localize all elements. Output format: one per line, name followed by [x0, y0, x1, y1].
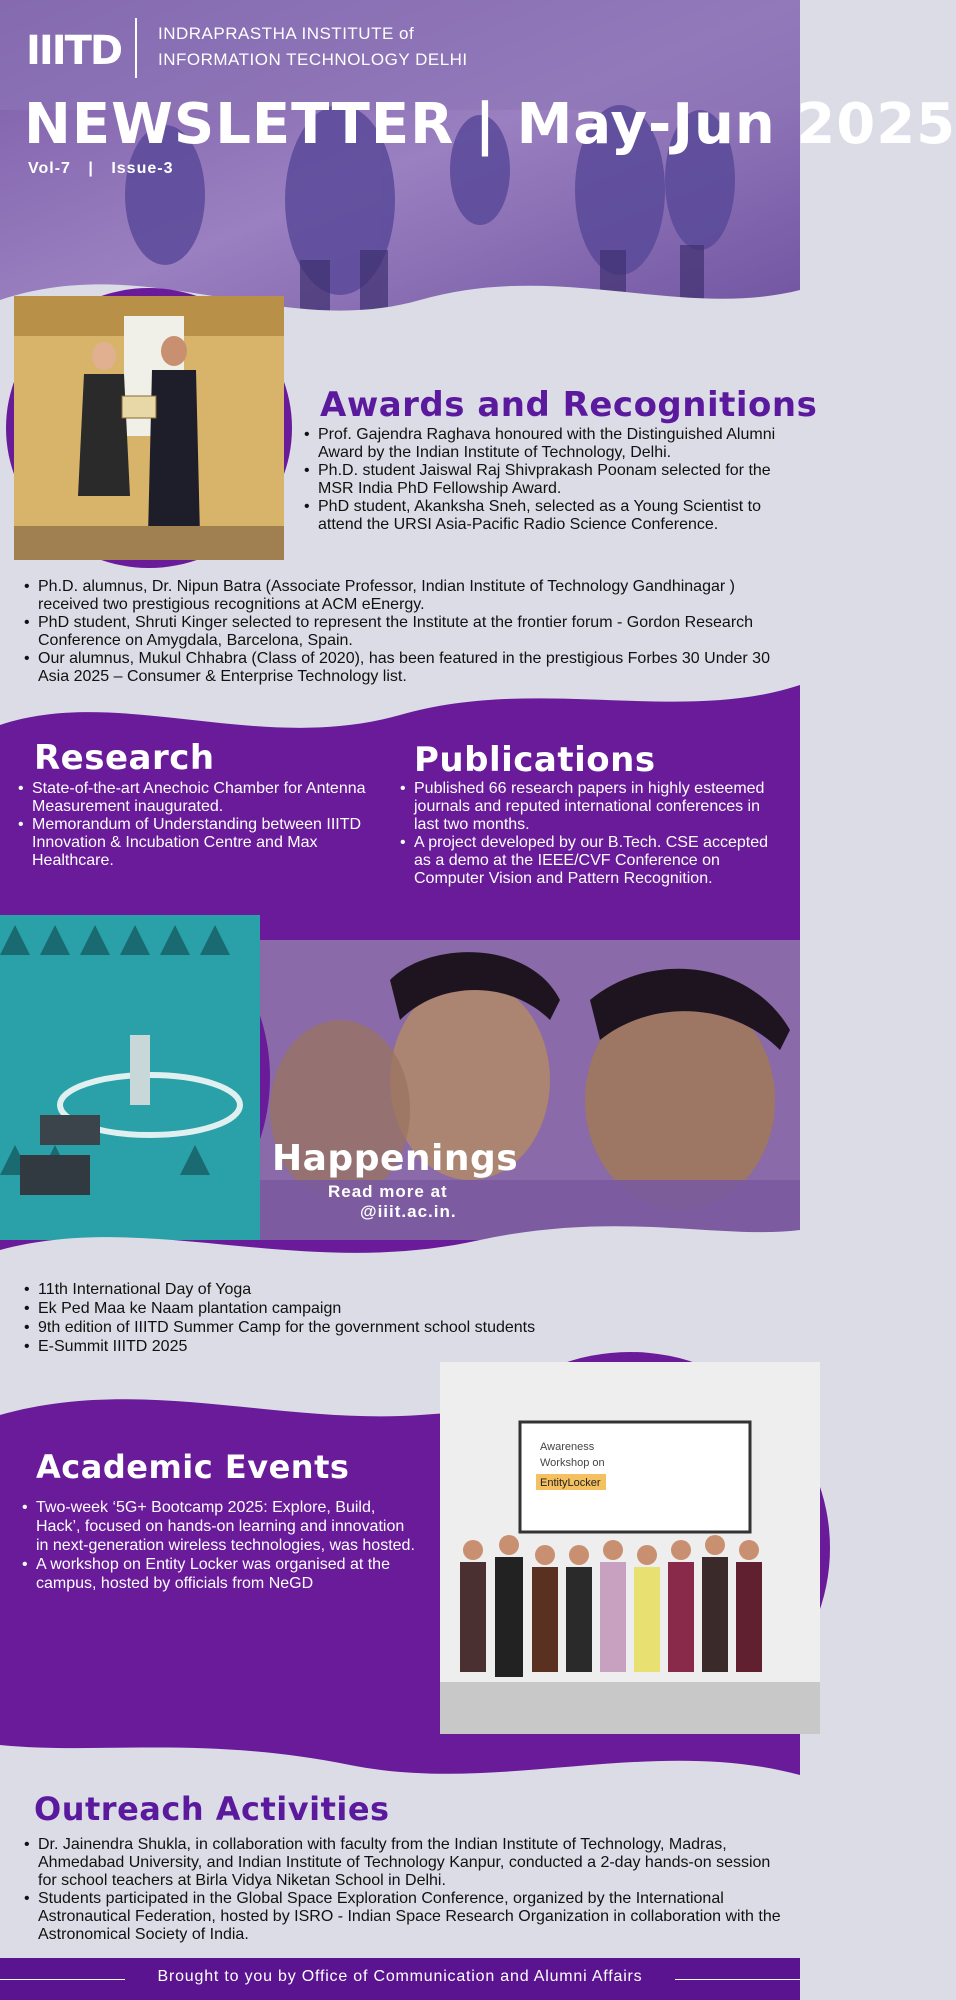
- volume-label: Vol-7: [28, 160, 71, 177]
- hero-banner: [0, 0, 956, 330]
- list-item: • PhD student, Akanksha Sneh, selected as a Young Scientist to attend the URSI Asia-Pacific Radio Science Conference.: [302, 498, 782, 534]
- volume-separator: |: [88, 160, 94, 177]
- research-title: Research: [34, 738, 215, 778]
- students-image: [230, 940, 800, 1240]
- happenings-photo: [230, 940, 800, 1240]
- list-item: • Published 66 research papers in highly esteemed journals and reputed international conferences in last two months.: [398, 780, 778, 834]
- institute-name-line2: INFORMATION TECHNOLOGY DELHI: [158, 50, 468, 69]
- list-item: • A project developed by our B.Tech. CSE accepted as a demo at the IEEE/CVF Conference on Computer Vision and Pattern Recognition.: [398, 834, 778, 888]
- list-item: • Ek Ped Maa ke Naam plantation campaign: [22, 1299, 622, 1318]
- outreach-title: Outreach Activities: [34, 1790, 390, 1828]
- list-item: • 11th International Day of Yoga: [22, 1280, 622, 1299]
- list-item: • A workshop on Entity Locker was organised at the campus, hosted by officials from NeGD: [20, 1555, 420, 1593]
- screen-text-workshop: Workshop on: [540, 1457, 605, 1469]
- happenings-title: Happenings: [272, 1138, 519, 1179]
- volume-issue: [28, 160, 173, 178]
- publications-list: [398, 780, 778, 888]
- list-item: • Two-week ‘5G+ Bootcamp 2025: Explore, Build, Hack’, focused on hands-on learning and innovation in next-generation wireless technologies, was hosted.: [20, 1498, 420, 1555]
- list-item: • Students participated in the Global Space Exploration Conference, organized by the International Astronautical Federation, hosted by ISRO - Indian Space Research Organization in collaboration with the Astronomical Society of India.: [22, 1890, 782, 1944]
- award-ceremony-image: [14, 296, 284, 560]
- award-photo: [6, 288, 292, 568]
- list-item: • PhD student, Shruti Kinger selected to represent the Institute at the frontier forum - Gordon Research Conference on Amygdala, Barcelona, Spain.: [22, 614, 782, 650]
- happenings-list: [22, 1280, 622, 1356]
- list-item: • Memorandum of Understanding between IIITD Innovation & Incubation Centre and Max Healthcare.: [16, 816, 376, 870]
- list-item: • Dr. Jainendra Shukla, in collaboration with faculty from the Indian Institute of Technology, Madras, Ahmedabad University, and Indian Institute of Technology Kanpur, conducted a 2-day hands-on session for school teachers at Birla Vidya Niketan School in Delhi.: [22, 1836, 782, 1890]
- list-item: • Prof. Gajendra Raghava honoured with the Distinguished Alumni Award by the Indian Institute of Technology, Delhi.: [302, 426, 782, 462]
- issue-label: Issue-3: [111, 160, 174, 177]
- footer-bar: [0, 1958, 800, 2000]
- light-wave-divider: [0, 1210, 800, 1290]
- chamber-image: [0, 915, 260, 1240]
- footer-text: Brought to you by Office of Communication and Alumni Affairs: [157, 1968, 643, 1985]
- research-list: [16, 780, 376, 870]
- iiitd-logo: IIITD: [26, 28, 122, 74]
- screen-text-awareness: Awareness: [540, 1441, 595, 1453]
- list-item: • Ph.D. alumnus, Dr. Nipun Batra (Associate Professor, Indian Institute of Technology Gandhinagar ) received two prestigious recognitions at ACM eEnergy.: [22, 578, 782, 614]
- newsletter-title: NEWSLETTER | May-Jun 2025: [24, 92, 956, 157]
- awards-list-right: [302, 426, 782, 534]
- awards-title: Awards and Recognitions: [320, 385, 818, 425]
- workshop-group-image: [440, 1362, 820, 1734]
- academic-events-list: [20, 1498, 420, 1593]
- publications-title: Publications: [414, 740, 656, 780]
- list-item: • State-of-the-art Anechoic Chamber for Antenna Measurement inaugurated.: [16, 780, 376, 816]
- list-item: • 9th edition of IIITD Summer Camp for the government school students: [22, 1318, 622, 1337]
- screen-text-entitylocker: EntityLocker: [540, 1477, 601, 1489]
- workshop-photo: [430, 1352, 830, 1744]
- outreach-list: [22, 1836, 782, 1944]
- read-more-label: Read more at: [328, 1182, 448, 1201]
- list-item: • Our alumnus, Mukul Chhabra (Class of 2020), has been featured in the prestigious Forbes 30 Under 30 Asia 2025 – Consumer & Enterprise Technology list.: [22, 650, 782, 686]
- academic-events-title: Academic Events: [36, 1448, 350, 1486]
- institute-name-line1: INDRAPRASTHA INSTITUTE of: [158, 24, 415, 43]
- read-more-link[interactable]: @iiit.ac.in.: [360, 1202, 457, 1221]
- list-item: • Ph.D. student Jaiswal Raj Shivprakash Poonam selected for the MSR India PhD Fellowship Award.: [302, 462, 782, 498]
- footer-line-right: [675, 1979, 800, 1980]
- logo-divider: [135, 18, 137, 78]
- anechoic-chamber-photo: [0, 905, 270, 1250]
- list-item: • E-Summit IIITD 2025: [22, 1337, 622, 1356]
